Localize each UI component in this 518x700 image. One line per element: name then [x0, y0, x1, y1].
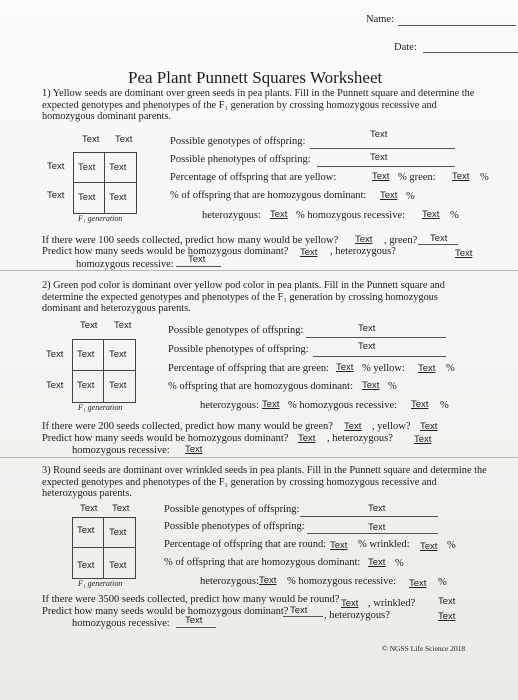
q3-homozygous-label: % of offspring that are homozygous dominant: [164, 557, 361, 568]
q2-cell-4[interactable]: Text [109, 380, 127, 391]
q2-cell-3[interactable]: Text [77, 380, 95, 391]
name-label: Name: [366, 14, 394, 25]
q3-predict-het-answer[interactable]: Text [438, 611, 456, 622]
q2-predict-yellow-answer[interactable]: Text [420, 421, 438, 432]
q2-predict-het-answer[interactable]: Text [414, 434, 432, 445]
q2-predict-homdom-label: Predict how many seeds would be homozygous dominant? [42, 433, 289, 444]
q2-yellow-label: % yellow: [362, 363, 405, 374]
q1-predict-yellow-answer[interactable]: Text [355, 234, 373, 245]
q2-prompt: 2) Green pod color is dominant over yellow pod color in pea plants. Fill in the Punnett square and determine the expected genotypes and phenotypes of the F₁ generation by crossing homozygous dominant and heterozygous parents. [42, 280, 445, 315]
date-label: Date: [394, 42, 417, 53]
q1-cell-2[interactable]: Text [109, 162, 127, 173]
q2-predict-green-answer[interactable]: Text [344, 421, 362, 432]
q1-homrec-answer[interactable]: Text [422, 209, 440, 220]
q1-predict-yellow-label: If there were 100 seeds collected, predict how many would be yellow? [42, 235, 339, 246]
q1-predict-green-label: , green? [384, 235, 418, 246]
q3-cell-4[interactable]: Text [109, 560, 127, 571]
q3-top-allele-1: Text [80, 503, 98, 514]
q1-cell-4[interactable]: Text [109, 192, 127, 203]
q2-side-allele-2: Text [46, 380, 64, 391]
q2-genotypes-line [306, 337, 446, 338]
q3-predict-homdom-answer[interactable]: Text [290, 605, 308, 616]
q1-side-allele-2: Text [47, 190, 65, 201]
q1-genotypes-line [310, 148, 455, 149]
q2-cell-2[interactable]: Text [109, 349, 127, 360]
q2-predict-homrec-answer[interactable]: Text [185, 444, 203, 455]
q2-top-allele-2: Text [114, 320, 132, 331]
q1-green-pct-sign: % [480, 172, 489, 183]
q1-side-allele-1: Text [47, 161, 65, 172]
q3-genotypes-label: Possible genotypes of offspring: [164, 504, 300, 515]
q1-predict-green-answer[interactable]: Text [430, 233, 448, 244]
q3-cell-1[interactable]: Text [77, 525, 95, 536]
q2-yellow-answer[interactable]: Text [418, 363, 436, 374]
q1-predict-green-line [418, 244, 458, 245]
q2-f1-caption: F₁ generation [78, 403, 123, 412]
q2-homdom-pct-sign: % [388, 381, 397, 392]
q3-homdom-pct-sign: % [395, 558, 404, 569]
q2-predict-green-label: If there were 200 seeds collected, predict how many would be green? [42, 421, 333, 432]
q1-predict-homrec-label: homozygous recessive: [76, 259, 174, 270]
q3-predict-round-answer[interactable]: Text [341, 598, 359, 609]
q3-predict-wrinkled-label: , wrinkled? [368, 598, 416, 609]
q2-yellow-pct-sign: % [446, 363, 455, 374]
page-title: Pea Plant Punnett Squares Worksheet [128, 68, 383, 87]
q3-cell-3[interactable]: Text [77, 560, 95, 571]
q2-homrec-label: % homozygous recessive: [288, 400, 398, 411]
q2-phenotypes-answer[interactable]: Text [358, 341, 376, 352]
q2-phenotypes-label: Possible phenotypes of offspring: [168, 344, 309, 355]
q3-predict-homdom-label: Predict how many seeds would be homozygous dominant? [42, 606, 289, 617]
q1-predict-het-label: , heterozygous? [330, 246, 396, 257]
q1-homdom-answer[interactable]: Text [380, 190, 398, 201]
q3-homrec-pct-sign: % [438, 577, 447, 588]
q1-phenotypes-answer[interactable]: Text [370, 152, 388, 163]
q1-yellow-answer[interactable]: Text [372, 171, 390, 182]
q1-phenotypes-label: Possible phenotypes of offspring: [170, 154, 311, 165]
q2-genotypes-label: Possible genotypes of offspring: [168, 325, 304, 336]
q1-top-allele-2: Text [115, 134, 133, 145]
q3-genotypes-answer[interactable]: Text [368, 503, 386, 514]
q1-homrec-label: % homozygous recessive: [296, 210, 406, 221]
q3-percentage-label: Percentage of offspring that are round: [164, 539, 327, 550]
q3-predict-homrec-label: homozygous recessive: [72, 618, 170, 629]
q2-het-answer[interactable]: Text [262, 399, 280, 410]
q1-cell-3[interactable]: Text [78, 192, 96, 203]
q2-heterozygous-label: heterozygous: [200, 400, 259, 411]
q3-punnett-square [72, 517, 136, 579]
q3-f1-caption: F₁ generation [78, 579, 123, 588]
q3-wrinkled-pct-sign: % [447, 540, 456, 551]
q1-percentage-label: Percentage of offspring that are yellow: [170, 172, 337, 183]
q3-homdom-answer[interactable]: Text [368, 557, 386, 568]
q1-predict-homrec-answer[interactable]: Text [188, 254, 206, 265]
q3-wrinkled-answer[interactable]: Text [420, 541, 438, 552]
q1-heterozygous-label: heterozygous: [202, 210, 261, 221]
q2-punnett-square [72, 339, 136, 403]
q2-homdom-answer[interactable]: Text [362, 380, 380, 391]
q3-phenotypes-line [307, 533, 438, 534]
date-line [423, 52, 518, 53]
q3-phenotypes-answer[interactable]: Text [368, 522, 386, 533]
q1-f1-caption: F₁ generation [78, 214, 123, 223]
q2-predict-het-label: , heterozygous? [327, 433, 393, 444]
q1-predict-homrec-line [176, 266, 221, 267]
q3-wrinkled-label: % wrinkled: [358, 539, 410, 550]
q3-predict-homrec-line [176, 627, 216, 628]
q3-round-answer[interactable]: Text [330, 540, 348, 551]
q3-het-answer[interactable]: Text [259, 575, 277, 586]
q1-punnett-square [73, 152, 137, 214]
q3-predict-homrec-answer[interactable]: Text [185, 615, 203, 626]
q2-homrec-pct-sign: % [440, 400, 449, 411]
q2-phenotypes-line [313, 356, 446, 357]
q3-predict-homdom-line [283, 616, 323, 617]
q1-homozygous-label: % of offspring that are homozygous dominant: [170, 190, 367, 201]
q1-green-answer[interactable]: Text [452, 171, 470, 182]
q3-genotypes-line [300, 516, 438, 517]
q3-top-allele-2: Text [112, 503, 130, 514]
q2-green-answer[interactable]: Text [336, 362, 354, 373]
q2-predict-homrec-label: homozygous recessive: [72, 445, 170, 456]
q1-predict-homdom-label: Predict how many seeds would be homozygous dominant? [42, 246, 289, 257]
q2-predict-homdom-answer[interactable]: Text [298, 433, 316, 444]
q2-genotypes-answer[interactable]: Text [358, 323, 376, 334]
q3-predict-wrinkled-answer[interactable]: Text [438, 596, 456, 607]
q1-genotypes-label: Possible genotypes of offspring: [170, 136, 306, 147]
q2-homrec-answer[interactable]: Text [411, 399, 429, 410]
q1-cell-1[interactable]: Text [78, 162, 96, 173]
q3-predict-het-label: , heterozygous? [324, 610, 390, 621]
q3-cell-2[interactable]: Text [109, 527, 127, 538]
q2-predict-yellow-label: , yellow? [372, 421, 411, 432]
name-line [398, 25, 516, 26]
q3-phenotypes-label: Possible phenotypes of offspring: [164, 521, 305, 532]
q3-homrec-answer[interactable]: Text [409, 578, 427, 589]
q3-prompt: 3) Round seeds are dominant over wrinkled seeds in pea plants. Fill in the Punnett square and determine the expected genotypes and phenotypes of the F₁ generation by crossing homozygous recessive and heterozygous parents. [42, 465, 487, 500]
q1-homdom-pct-sign: % [406, 191, 415, 202]
q1-green-label: % green: [398, 172, 436, 183]
q1-top-allele-1: Text [82, 134, 100, 145]
q1-phenotypes-line [317, 166, 455, 167]
q2-side-allele-1: Text [46, 349, 64, 360]
q3-predict-round-label: If there were 3500 seeds collected, predict how many would be round? [42, 594, 340, 605]
q3-homrec-label: % homozygous recessive: [287, 576, 397, 587]
q1-prompt: 1) Yellow seeds are dominant over green seeds in pea plants. Fill in the Punnett square and determine the expected genotypes and phenotypes of the F₁ generation by crossing homozygous recessive and homozygous dominant parents. [42, 88, 475, 123]
q3-heterozygous-label: heterozygous: [200, 576, 259, 587]
q2-percentage-label: Percentage of offspring that are green: [168, 363, 330, 374]
q1-genotypes-answer[interactable]: Text [370, 129, 388, 140]
q1-het-answer[interactable]: Text [270, 209, 288, 220]
footer-copyright: © NGSS Life Science 2018 [382, 644, 466, 653]
q2-homozygous-label: % offspring that are homozygous dominant: [168, 381, 353, 392]
q1-predict-het-answer[interactable]: Text [455, 248, 473, 259]
section-divider-2 [0, 457, 518, 458]
q2-top-allele-1: Text [80, 320, 98, 331]
section-divider-1 [0, 270, 518, 271]
q1-predict-homdom-answer[interactable]: Text [300, 247, 318, 258]
q2-cell-1[interactable]: Text [77, 349, 95, 360]
q1-homrec-pct-sign: % [450, 210, 459, 221]
